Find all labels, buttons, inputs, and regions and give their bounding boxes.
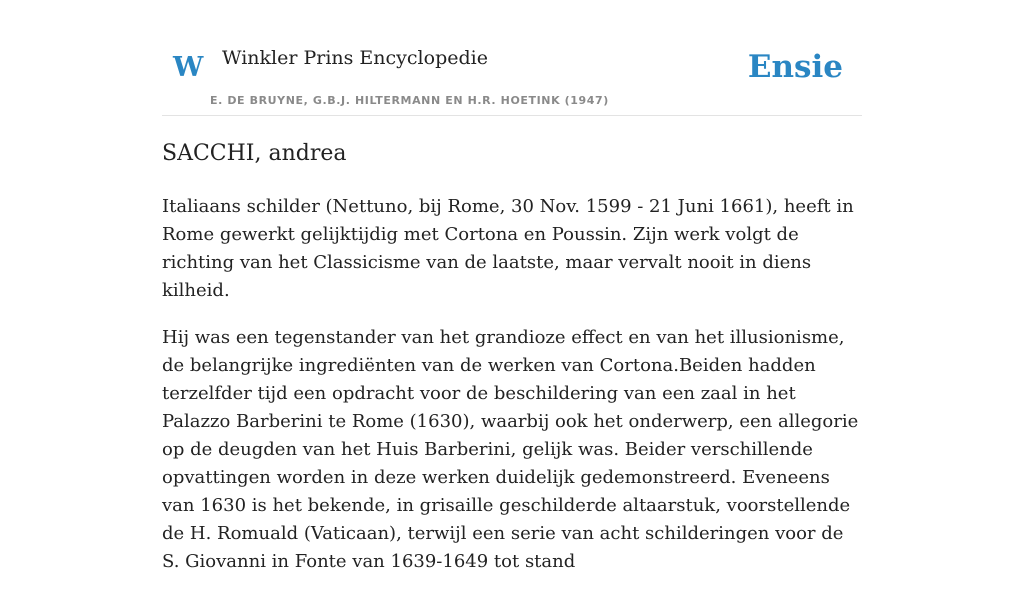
article <box>162 140 862 595</box>
publication-authors: E. DE BRUYNE, G.B.J. HILTERMANN EN H.R. HOETINK (1947) <box>210 94 609 107</box>
site-header <box>162 40 862 116</box>
publication-logo-icon[interactable]: W <box>173 52 204 83</box>
article-title: SACCHI, andrea <box>162 141 347 166</box>
ensie-brand-logo[interactable]: Ensie <box>747 49 843 85</box>
article-paragraph-1: Italiaans schilder (Nettuno, bij Rome, 30 Nov. 1599 - 21 Juni 1661), heeft in Rome gewerkt gelijktijdig met Cortona en Poussin. Zijn werk volgt de richting van het Classicisme van de laatste, maar vervalt nooit in diens kilheid. <box>162 195 854 301</box>
publication-title[interactable]: Winkler Prins Encyclopedie <box>222 47 488 69</box>
article-paragraph-2: Hij was een tegenstander van het grandioze effect en van het illusionisme, de belangrijke ingrediënten van de werken van Cortona.Beiden hadden terzelfder tijd een opdracht voor de beschildering van een zaal in het Palazzo Barberini te Rome (1630), waarbij ook het onderwerp, een allegorie op de deugden van het Huis Barberini, gelijk was. Beider verschillende opvattingen worden in deze werken duidelijk gedemonstreerd. Eveneens van 1630 is het bekende, in grisaille geschilderde altaarstuk, voorstellende de H. Romuald (Vaticaan), terwijl een serie van acht schilderingen voor de S. Giovanni in Fonte van 1639-1649 tot stand <box>162 326 859 572</box>
